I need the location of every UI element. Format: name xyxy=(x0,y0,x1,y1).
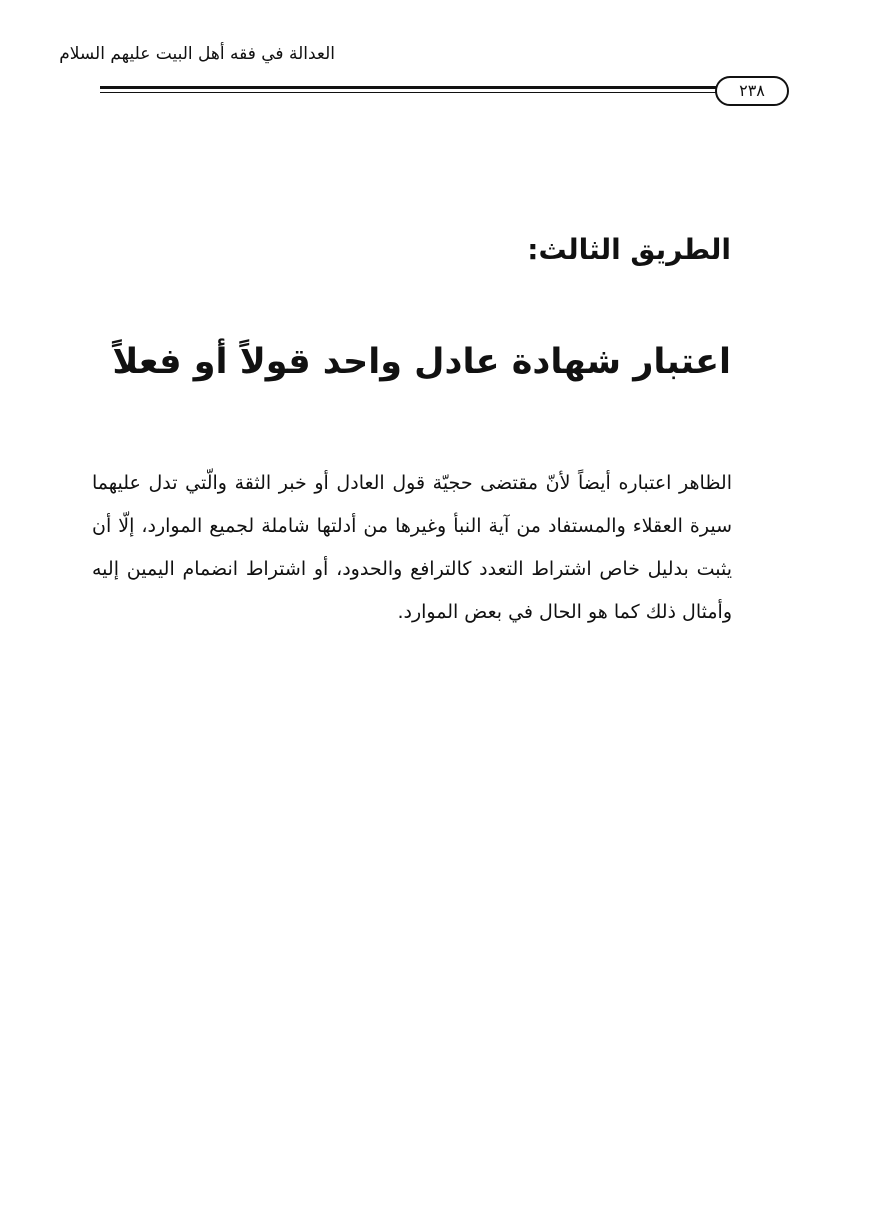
header-rule-thick xyxy=(100,86,782,89)
running-header: العدالة في فقه أهل البيت عليهم السلام xyxy=(59,44,335,64)
chapter-title: اعتبار شهادة عادل واحد قولاً أو فعلاً xyxy=(112,342,731,382)
body-paragraph: الظاهر اعتباره أيضاً لأنّ مقتضى حجيّة قول العادل أو خبر الثقة والّتي تدل عليهما سيرة العقلاء والمستفاد من آية النبأ وغيرها من أدلتها شاملة لجميع الموارد، إلّا أن يثبت بدليل خاص اشتراط التعدد كالترافع والحدود، أو اشتراط انضمام اليمين إليه وأمثال ذلك كما هو الحال في بعض الموارد. xyxy=(92,472,732,623)
section-label: الطريق الثالث: xyxy=(527,233,731,266)
page-number-badge: ٢٣٨ xyxy=(715,76,789,106)
header-rule-thin xyxy=(100,92,782,93)
